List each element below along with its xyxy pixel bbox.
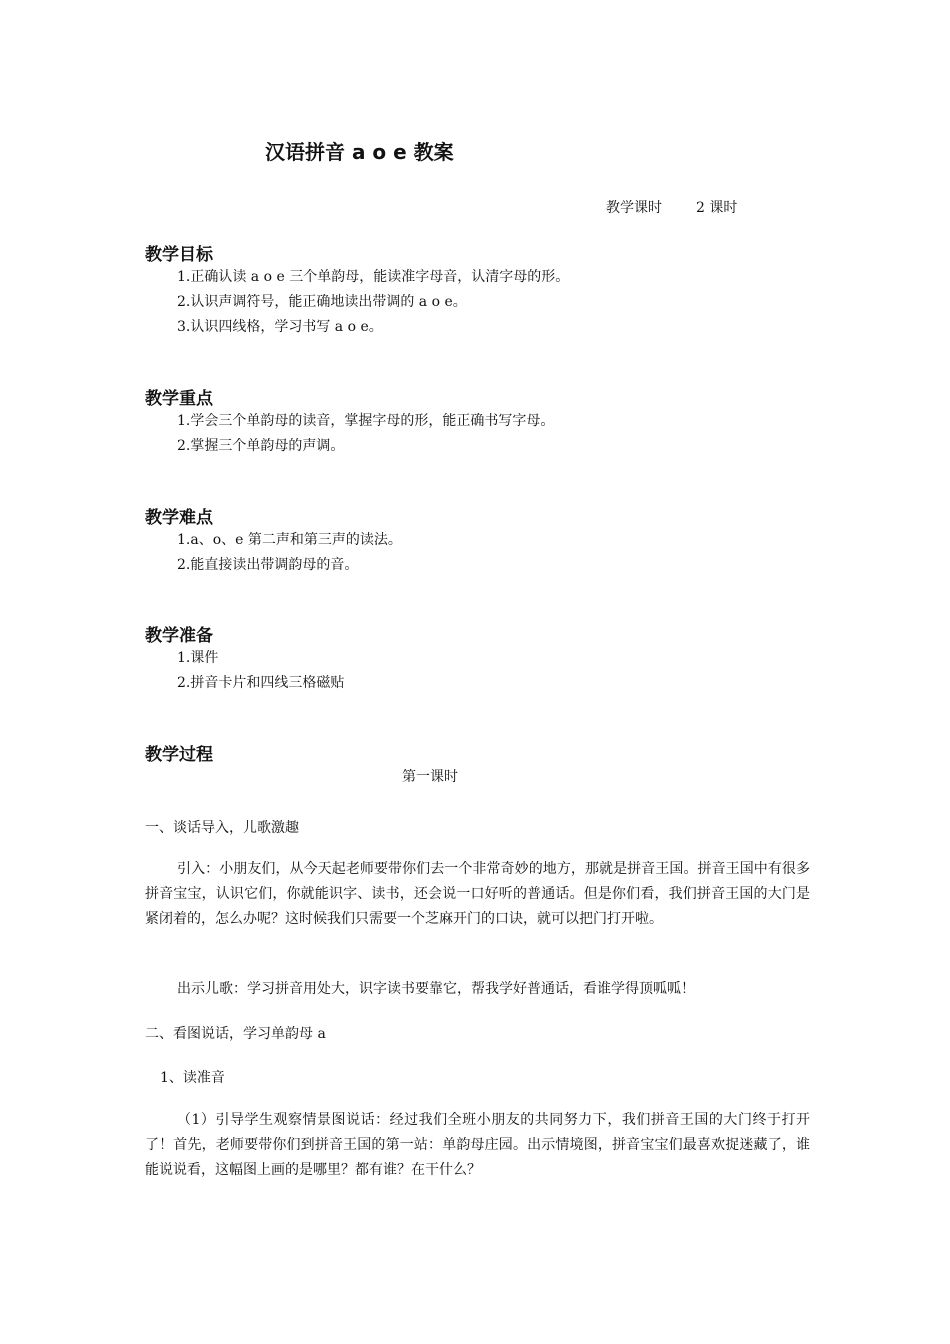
class-hours (606, 197, 737, 217)
paragraph: 出示儿歌：学习拼音用处大，识字读书要靠它，帮我学好普通话，看谁学得顶呱呱！ (177, 981, 695, 997)
objectives-heading: 教学目标 (145, 245, 213, 265)
lesson-label: 第一课时 (402, 769, 458, 785)
class-hours-label: 教学课时 (606, 200, 662, 216)
step-heading: 二、看图说话，学习单韵母 a (145, 1026, 326, 1042)
objective-item: 3.认识四线格，学习书写 a o e。 (177, 319, 383, 335)
objective-item: 1.正确认读 a o e 三个单韵母，能读准字母音，认清字母的形。 (177, 269, 570, 285)
preparation-item: 1.课件 (177, 650, 219, 666)
paragraph: 引入：小朋友们，从今天起老师要带你们去一个非常奇妙的地方，那就是拼音王国。拼音王国中有很多拼音宝宝，认识它们，你就能识字、读书，还会说一口好听的普通话。但是你们看，我们拼音王国的大门是紧闭着的，怎么办呢？这时候我们只需要一个芝麻开门的口诀，就可以把门打开啦。 (145, 861, 810, 927)
key-point-item: 2.掌握三个单韵母的声调。 (177, 438, 345, 454)
preparation-heading: 教学准备 (145, 626, 213, 646)
preparation-item: 2.拼音卡片和四线三格磁贴 (177, 675, 345, 691)
class-hours-value: 2 课时 (696, 200, 738, 216)
difficulties-heading: 教学难点 (145, 508, 213, 528)
sub-step-heading: 1、读准音 (160, 1070, 225, 1086)
key-point-item: 1.学会三个单韵母的读音，掌握字母的形，能正确书写字母。 (177, 413, 555, 429)
process-heading: 教学过程 (145, 745, 213, 765)
step-heading: 一、谈话导入，儿歌激趣 (145, 820, 299, 836)
difficulty-item: 2.能直接读出带调韵母的音。 (177, 557, 359, 573)
objective-item: 2.认识声调符号，能正确地读出带调的 a o e。 (177, 294, 467, 310)
document-title: 汉语拼音 a o e 教案 (265, 140, 454, 164)
difficulty-item: 1.a、o、e 第二声和第三声的读法。 (177, 532, 402, 548)
key-points-heading: 教学重点 (145, 389, 213, 409)
paragraph: （1）引导学生观察情景图说话：经过我们全班小朋友的共同努力下，我们拼音王国的大门终于打开了！首先，老师要带你们到拼音王国的第一站：单韵母庄园。出示情境图，拼音宝宝们最喜欢捉迷藏了，谁能说说看，这幅图上画的是哪里？都有谁？在干什么？ (145, 1112, 810, 1178)
